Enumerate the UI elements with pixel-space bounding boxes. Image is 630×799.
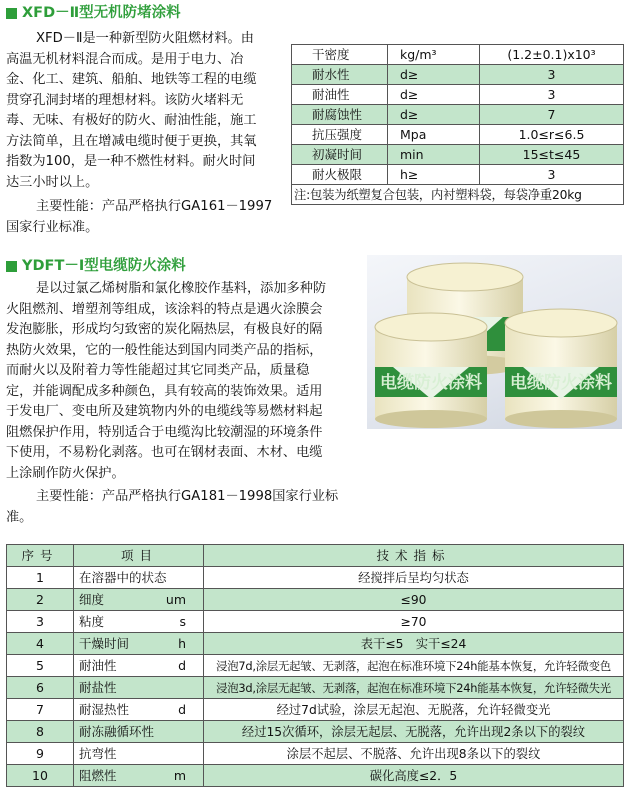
row-item: 粘度 s [74,611,204,633]
row-item: 细度 um [74,589,204,611]
table-row [7,633,624,655]
product-photo [367,255,622,429]
property-name: 抗压强度 [292,125,388,145]
spec-table [6,544,624,787]
table-row [7,743,624,765]
row-no: 6 [7,677,74,699]
row-item: 阻燃性 m [74,765,204,787]
bucket-label: 电缆防火涂料 [380,373,482,393]
table-row [7,611,624,633]
table-row [7,567,624,589]
row-no: 7 [7,699,74,721]
property-name: 耐油性 [292,85,388,105]
row-no: 9 [7,743,74,765]
property-name: 耐腐蚀性 [292,105,388,125]
text-line: XFD－Ⅱ是一种新型防火阻燃材料。由 [36,31,254,46]
property-unit: d≥ [388,65,480,85]
row-spec: 表干≤5 实干≤24 [204,633,624,655]
table-row [292,125,624,145]
text-line: 贯穿孔洞封堵的理想材料。该防火堵料无 [6,92,244,108]
property-value: 7 [480,105,624,125]
row-item: 耐油性 d [74,655,204,677]
property-name: 干密度 [292,45,388,65]
section1-performance [6,197,282,238]
property-value: 3 [480,85,624,105]
paint-buckets-illustration [367,255,622,429]
property-unit: d≥ [388,85,480,105]
row-no: 1 [7,567,74,589]
text-line: 方法简单，且在增减电缆时便于更换，其氧 [6,133,257,149]
text-line: 是以过氯乙烯树脂和氯化橡胶作基料，添加多种防 [36,281,327,296]
row-no: 8 [7,721,74,743]
text-line: 阻燃保护作用，特别适合于电缆沟比较潮湿的环境条件 [6,424,323,440]
property-unit: d≥ [388,105,480,125]
header-spec: 技术指标 [204,545,624,567]
table-row [7,699,624,721]
property-value: 15≤t≤45 [480,145,624,165]
text-line: 主要性能：产品严格执行GA181－1998国家行业标 [36,489,339,504]
table-row [292,45,624,65]
row-spec: 经过15次循环，涂层无起层、无脱落，允许出现2条以下的裂纹 [204,721,624,743]
text-line: 下使用，不易粉化剥落。也可在钢材表面、木材、电缆 [6,445,323,460]
property-value: 3 [480,165,624,185]
text-line: 金、化工、建筑、船舶、地铁等工程的电缆 [6,72,257,87]
section1-paragraph [6,29,282,193]
row-spec: ≥70 [204,611,624,633]
green-square-icon [6,261,17,272]
text-line: 火阻燃剂、增塑剂等组成，该涂料的特点是遇火涂膜会 [6,301,323,317]
row-spec: 涂层不起层、不脱落、允许出现8条以下的裂纹 [204,743,624,765]
row-no: 2 [7,589,74,611]
property-unit: Mpa [388,125,480,145]
section1-title: XFD－Ⅱ型无机防堵涂料 [22,4,181,21]
row-item: 干燥时间 h [74,633,204,655]
section2-performance [6,487,358,528]
text-line: 而耐火以及附着力等性能超过其它同类产品，质量稳 [6,363,310,378]
section1-heading [6,3,181,23]
row-item: 耐冻融循环性 [74,721,204,743]
row-spec: 碳化高度≤2．5 [204,765,624,787]
table-row [292,85,624,105]
row-spec: 经搅拌后呈均匀状态 [204,567,624,589]
property-name: 初凝时间 [292,145,388,165]
row-spec: 浸泡3d,涂层无起皱、无剥落，起泡在标准环境下24h能基本恢复，允许轻微失光 [204,677,624,699]
text-line: 上涂刷作防火保护。 [6,465,125,481]
bucket-left [375,313,487,428]
text-line: 于发电厂、变电所及建筑物内外的电缆线等易燃材料起 [6,404,323,419]
row-no: 10 [7,765,74,787]
header-item: 项目 [74,545,204,567]
row-spec: ≤90 [204,589,624,611]
text-line: 定，并能调配成多种颜色，具有较高的装饰效果。适用 [6,383,323,399]
property-unit: kg/m³ [388,45,480,65]
property-value: 1.0≤r≤6.5 [480,125,624,145]
green-square-icon [6,8,17,19]
section2-title: YDFT－Ⅰ型电缆防火涂料 [22,257,186,274]
table-row [292,105,624,125]
text-line: 毒、无味、有极好的防火、耐油性能，施工 [6,113,257,128]
package-note: 注:包装为纸塑复合包装，内衬塑料袋，每袋净重20kg [292,185,624,205]
row-spec: 浸泡7d,涂层无起皱、无剥落，起泡在标准环境下24h能基本恢复，允许轻微变色 [204,655,624,677]
table-row [7,721,624,743]
properties-table [291,44,624,205]
property-unit: min [388,145,480,165]
bucket-label: 电缆防火涂料 [510,373,612,393]
section2-heading [6,256,186,276]
table-row [292,185,624,205]
property-value: (1.2±0.1)x10³ [480,45,624,65]
table-header-row [7,545,624,567]
row-no: 5 [7,655,74,677]
table-row [7,677,624,699]
table-row [7,765,624,787]
row-item: 抗弯性 [74,743,204,765]
row-no: 4 [7,633,74,655]
table-row [7,589,624,611]
row-item: 耐湿热性 d [74,699,204,721]
property-name: 耐水性 [292,65,388,85]
text-line: 热防火效果，它的一般性能达到国内同类产品的指标， [6,342,323,358]
table-row [292,165,624,185]
text-line: 主要性能：产品严格执行GA161－1997 [36,199,273,214]
row-no: 3 [7,611,74,633]
section2-paragraph [6,279,358,484]
table-row [7,655,624,677]
header-no: 序号 [7,545,74,567]
text-line: 发泡膨胀，形成均匀致密的炭化隔热层，有极良好的隔 [6,322,323,337]
row-spec: 经过7d试验，涂层无起泡、无脱落，允许轻微变光 [204,699,624,721]
text-line: 达三小时以上。 [6,174,99,190]
table-row [292,145,624,165]
row-item: 耐盐性 [74,677,204,699]
text-line: 指数为100，是一种不燃性材料。耐火时间 [6,154,256,169]
property-name: 耐火极限 [292,165,388,185]
property-value: 3 [480,65,624,85]
table-row [292,65,624,85]
text-line: 国家行业标准。 [6,219,99,235]
property-unit: h≥ [388,165,480,185]
text-line: 高温无机材料混合而成。是用于电力、冶 [6,51,244,67]
text-line: 准。 [6,509,33,525]
row-item: 在溶器中的状态 [74,567,204,589]
bucket-right [505,309,617,428]
